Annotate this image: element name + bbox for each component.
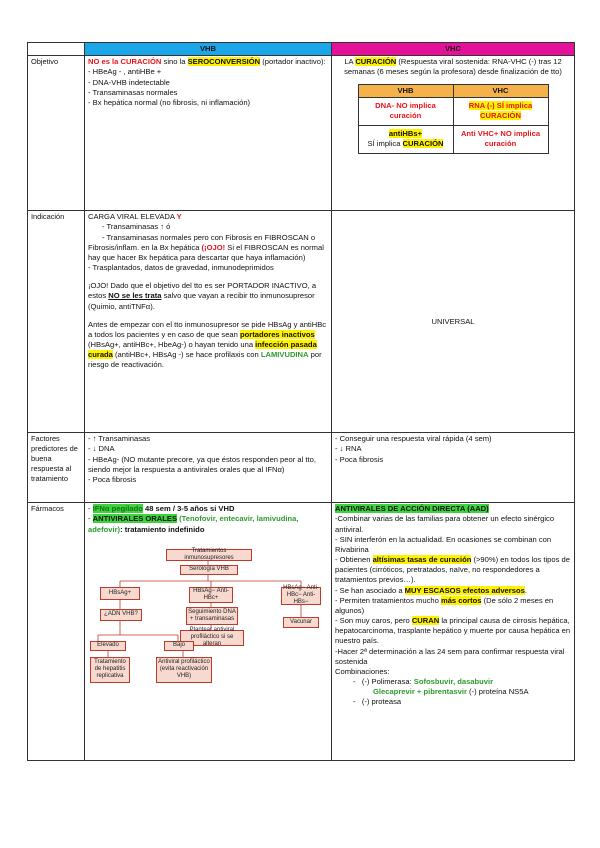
antes-a: Antes de empezar con el tto inmunosupresor se pide HBsAg y antiHBc a todos los pacientes y en caso de que sean (88, 319, 327, 339)
antes-tto (88, 320, 328, 371)
page (27, 42, 574, 761)
l4b: . (524, 585, 527, 595)
l3b: (>90%) en todos los tipos de pacientes (cirróticos, pretratados, naïve, no respondedores a tratamientos previos…). (335, 555, 570, 585)
indicacion-vhc (332, 211, 575, 433)
combinacion-item (335, 687, 571, 697)
glecaprevir: Glecaprevir + pibrentasvir (373, 687, 467, 697)
antes-d: por riesgo de reactivación. (88, 350, 322, 370)
subtable-header-vhb: VHB (358, 84, 453, 97)
l5b: (De sólo 2 meses en algunos) (335, 595, 554, 615)
antes-b: (HBsAg+, antiHBc+, HbeAg-) o hayan tenido una (88, 340, 256, 350)
factor-item: - ↓ DNA (88, 444, 115, 454)
flow-box-tratamiento-hepatitis: Tratamiento de hepatitis replicativa (90, 657, 130, 683)
subtable-dna-neg: DNA- NO implica curación (358, 97, 453, 125)
aad-title (335, 504, 571, 514)
mas-cortos: más cortos (440, 595, 482, 605)
flow-box-seguimiento: Seguimiento DNA + transaminasas (186, 607, 238, 625)
ojo-portador (88, 281, 328, 312)
si-implica-text: SÍ implica (367, 139, 403, 149)
flow-box-bajo: Bajo (164, 641, 194, 651)
aad-line (335, 616, 571, 647)
row-factores (28, 433, 575, 503)
y-text: Y (176, 212, 182, 222)
flow-box-serologia: Serología VHB (180, 565, 238, 575)
antes-c: (antiHBc+, HBsAg -) se hace profilaxis con (112, 350, 261, 360)
rvs-text: (Respuesta viral sostenida: RNA-VHC (-) tras 12 semanas (6 meses según la profesora) desde finalización de tto) (344, 57, 562, 77)
aad-line: - SIN interferón en la actualidad. En ocasiones se combinan con Rivabirina (335, 534, 552, 554)
comparison-table (27, 42, 575, 761)
l3a: - Obtienen (335, 555, 373, 565)
ojo-a: ¡OJO! Dado que el objetivo del tto es ser PORTADOR INACTIVO, a estos (88, 281, 317, 301)
la-text: LA (344, 57, 356, 67)
trasplantados: - Trasplantados, datos de gravedad, inmunodeprimidos (88, 263, 274, 273)
factores-vhc (332, 433, 575, 503)
seroconversion-text: SEROCONVERSIÓN (187, 57, 261, 67)
flow-box-elevado: Elevado (90, 641, 126, 651)
l5a: - Permiten tratamientos mucho (335, 595, 441, 605)
row-label-indicacion: Indicación (28, 211, 85, 433)
antivirales-orales: ANTIVIRALES ORALES (92, 514, 178, 524)
antihbs-curacion: CURACIÓN (402, 139, 444, 149)
antihbs-text: antiHBs+ (388, 129, 423, 139)
flow-box-plantear: Plantear antiviral profiláctico si se alteran (180, 630, 244, 646)
l4a: - Se han asociado a (335, 585, 405, 595)
factor-item: - Poca fibrosis (335, 454, 384, 464)
transaminasas-normales (88, 233, 328, 264)
factor-item: - ↑ Transaminasas (88, 434, 151, 444)
farmacos-vhc (332, 503, 575, 761)
portadores-inactivos: portadores inactivos (239, 329, 315, 339)
flow-box-hbsag-neg-all: HBsAg− Anti-HBc− Anti-HBs− (281, 587, 321, 605)
objetivo-vhb (85, 56, 332, 211)
ifn-text: IFNα pegilado (92, 504, 143, 514)
ifn-line (88, 504, 328, 514)
row-label-objetivo: Objetivo (28, 56, 85, 211)
sofosbuvir: Sofosbuvir, dasabuvir (413, 677, 494, 687)
rna-neg-text: RNA (-) SÍ implica (468, 101, 533, 111)
aad-line: -Hacer 2ª determinación a las 24 sem para confirmar respuesta viral sostenida (335, 646, 565, 666)
objetivo-vhb-item: - DNA-VHB indetectable (88, 77, 170, 87)
subtable-header-vhc: VHC (453, 84, 548, 97)
dash: - (88, 504, 93, 514)
dash: - (88, 514, 93, 524)
curacion-text: CURACIÓN (355, 57, 397, 67)
objetivo-vhc-main (335, 57, 571, 77)
row-objetivo (28, 56, 575, 211)
flow-box-vacunar: Vacunar (283, 617, 319, 628)
objetivo-vhc (332, 56, 575, 211)
escasos-efectos: MUY ESCASOS efectos adversos (404, 585, 525, 595)
no-se-trata: NO se les trata (108, 291, 162, 301)
aad-line (335, 555, 571, 586)
c2b: (-) proteína NS5A (466, 687, 529, 697)
row-label-farmacos: Fármacos (28, 503, 85, 761)
combinaciones-title: Combinaciones: (335, 666, 390, 676)
header-vhc: VHC (332, 43, 575, 56)
l6b: la principal causa de cirrosis hepática, hepatocarcinoma, trasplante hepático y muerte por causa hepática en nuestro país. (335, 616, 571, 646)
factor-item: - Conseguir una respuesta viral rápida (4 sem) (335, 434, 492, 444)
aad-line: -Combinar varias de las familias para obtener un efecto sinérgico antiviral. (335, 514, 555, 534)
carga-viral (88, 212, 328, 222)
objetivo-vhb-item: - HBeAg - , antiHBe + (88, 67, 162, 77)
altisimas-tasas: altísimas tasas de curación (372, 555, 472, 565)
row-label-factores: Factores predictores de buena respuesta al tratamiento (28, 433, 85, 503)
antivirales-rest: : tratamiento indefinido (120, 524, 205, 534)
trans2-text: - Transaminasas normales pero con Fibrosis en FIBROSCAN o Fibrosis/inflam. en la Bx hepática (88, 232, 316, 252)
rna-neg-curacion: CURACIÓN (480, 111, 521, 121)
aad-line (335, 586, 571, 596)
row-farmacos (28, 503, 575, 761)
factores-vhb (85, 433, 332, 503)
combinacion-item: - (-) proteasa (353, 697, 402, 707)
factor-item: - ↓ RNA (335, 444, 362, 454)
antivirales-line (88, 514, 328, 534)
objetivo-vhb-item: - Transaminasas normales (88, 87, 178, 97)
objetivo-vhb-item: - Bx hepática normal (no fibrosis, ni inflamación) (88, 97, 251, 107)
header-row (28, 43, 575, 56)
flow-box-antiviral-profilactico: Antiviral profiláctico (evita reactivación VHB) (156, 657, 212, 683)
row-indicacion (28, 211, 575, 433)
combinacion-item: - (-) Polimerasa: Sofosbuvir, dasabuvir (353, 677, 494, 687)
universal-text: UNIVERSAL (431, 316, 475, 326)
l6a: - Son muy caros, pero (335, 616, 412, 626)
infeccion-pasada: infección pasada curada (88, 340, 317, 360)
subtable-antivhc: Anti VHC+ NO implica curación (453, 125, 548, 153)
c1a: (-) Polimerasa: (361, 677, 414, 687)
subtable-antihbs (358, 125, 453, 153)
ifn-rest: 48 sem / 3-5 años si VHD (142, 504, 235, 514)
flow-box-hbsag-neg-antihbc-pos: HBsAg− Anti-HBc+ (189, 587, 233, 603)
subtable-curacion (358, 84, 549, 154)
flow-box-tratamientos: Tratamientos inmunosupresores (166, 549, 252, 561)
objetivo-vhb-main (88, 57, 328, 67)
ojo-b: salvo que vayan a recibir tto inmunosupresor (Quimio, antiTNFα). (88, 291, 315, 311)
aad-line (335, 596, 571, 616)
aad-text: ANTIVIRALES DE ACCIÓN DIRECTA (AAD) (335, 504, 489, 514)
sino-text: sino la (161, 57, 188, 67)
farmacos-vhb (85, 503, 332, 761)
proteasa: (-) proteasa (361, 697, 402, 707)
curan-text: CURAN (411, 616, 440, 626)
flowchart-inmunosupresores (88, 539, 328, 689)
antivirales-list: (Tenofovir, entecavir, lamivudina, adefovir) (88, 514, 299, 534)
indicacion-vhb (85, 211, 332, 433)
factor-item: - Poca fibrosis (88, 474, 137, 484)
subtable-rna-neg (453, 97, 548, 125)
no-es-curacion: NO es la CURACIÓN (88, 57, 162, 67)
ojo-text: (¡OJO! (201, 242, 226, 252)
fibroscan-note: Si el FIBROSCAN es normal hay que hacer Bx hepática para descartar que haya inflamación) (88, 242, 324, 262)
lamivudina-text: LAMIVUDINA (260, 350, 309, 360)
factor-item: - HBeAg- (NO mutante precore, ya que éstos responden peor al tto, siendo mejor la respuesta a antivirales orales que al IFNα) (88, 454, 316, 474)
header-vhb: VHB (85, 43, 332, 56)
header-empty (28, 43, 85, 56)
portador-text: (portador inactivo): (260, 57, 326, 67)
flow-box-hbsag-pos: HBsAg+ (100, 587, 140, 600)
carga-text: CARGA VIRAL ELEVADA (88, 212, 177, 222)
transaminasas-elevadas: - Transaminasas ↑ ó (102, 222, 171, 232)
flow-box-adn-vhb: ¿ADN VHB? (100, 609, 142, 621)
